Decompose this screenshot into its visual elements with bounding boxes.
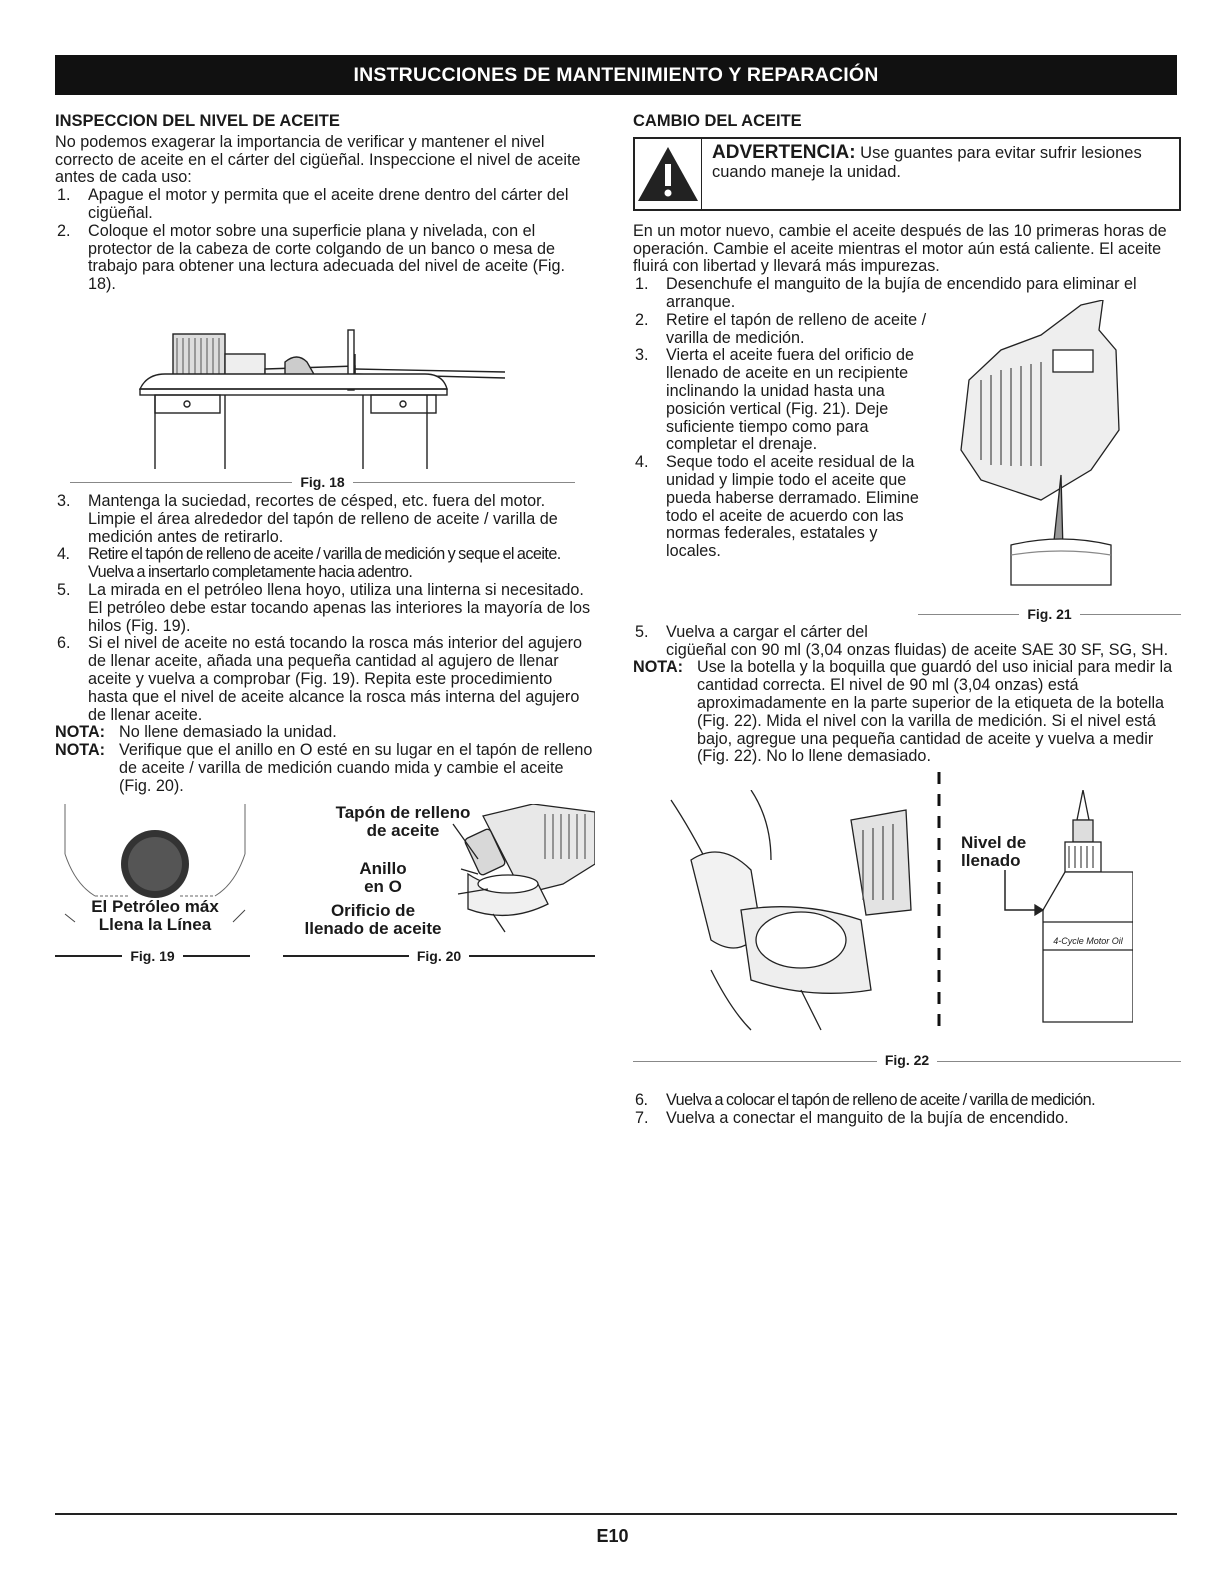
warning-box [633,137,1181,211]
oil-level-intro: No podemos exagerar la importancia de verificar y mantener el nivel correcto de aceite en el cárter del cigüeñal. Inspeccione el nivel de aceite antes de cada uso: [55,132,581,187]
rule [469,955,595,957]
divider-dashes [937,772,941,1032]
list-item: 5. Vuelva a cargar el cárter del cigüeñal con 90 ml (3,04 onzas fluidas) de aceite SAE 30 SF, SG, SH. [635,622,1169,659]
fig20-caption-row [283,948,595,966]
fig20-illustration [283,804,595,964]
list-item: 4. Retire el tapón de relleno de aceite / varilla de medición y seque el aceite. Vuelva a insertarlo completamente hacia adentro. [57,545,561,582]
fig18-caption: Fig. 18 [300,473,345,490]
oil-change-intro: En un motor nuevo, cambie el aceite después de las 10 primeras horas de operación. Cambie el aceite mientras el motor aún está caliente. El aceite fluirá con libertad y llevará más impurezas. [633,221,1167,276]
warning-triangle-icon [635,139,702,209]
list-item: 3. Mantenga la suciedad, recortes de césped, etc. fuera del motor. Limpie el área alrededor del tapón de relleno de aceite / varilla de medición antes de retirarlo. [57,491,558,546]
fig21-illustration [933,300,1181,630]
oil-level-heading: INSPECCION DEL NIVEL DE ACEITE [55,112,340,130]
rule [70,482,292,483]
rule [1080,614,1181,615]
fig20-caption: Fig. 20 [416,947,462,964]
oil-steps-b [55,493,595,724]
fig22-caption-row [633,1052,1181,1070]
change-step-5 [633,624,1181,660]
bottle-label-text: 4-Cycle Motor Oil [1053,936,1123,947]
list-item: 2. Retire el tapón de relleno de aceite / varilla de medición. [635,310,927,347]
list-item: 6. Si el nivel de aceite no está tocando la rosca más interior del agujero de llenar aceite, añada una pequeña cantidad al agujero de llenar aceite y vuelva a comprobar (Fig. 19). Repita este procedimiento hasta que el nivel de aceite alcance la rosca más interna del agujero de llenar aceite. [57,634,583,724]
oil-steps-a [55,187,595,294]
fig21-caption-row [918,606,1181,624]
left-column [55,113,595,979]
footer-rule [55,1513,1177,1515]
list-item: 1. Desenchufe el manguito de la bujía de encendido para eliminar el arranque. [635,275,1137,311]
list-item: 4. Seque todo el aceite residual de la unidad y limpie todo el aceite que pueda haberse derramado. Elimine todo el aceite de acuerdo con las normas federales, estatales y locales. [635,453,919,561]
list-item: 1. Apague el motor y permita que el aceite drene dentro del cárter del cigüeñal. [57,186,569,222]
rule [353,482,575,483]
fig21-caption: Fig. 21 [1027,605,1072,622]
rule [937,1061,1181,1062]
dipstick-measure-image [651,790,931,1040]
list-item: 7. Vuelva a conectar el manguito de la bujía de encendido. [635,1108,1069,1127]
rule [183,955,250,957]
note-2: NOTA: Verifique que el anillo en O esté en su lugar en el tapón de relleno de aceite / varilla de medición cuando mida y cambie el aceite (Fig. 20). [55,741,593,795]
fig19-label: El Petróleo máx Llena la Línea [91,896,219,934]
section-banner [55,55,1177,95]
draining-engine-image [941,300,1141,590]
fig22-caption: Fig. 22 [884,1052,930,1069]
right-column [633,113,1181,1128]
fig19-caption: Fig. 19 [130,947,175,964]
rule [55,955,122,957]
change-steps-narrow [633,312,929,561]
oil-change-heading: CAMBIO DEL ACEITE [633,112,802,130]
fig20-hole-label: Orificio de llenado de aceite [304,900,442,938]
list-item: 3. Vierta el aceite fuera del orificio de llenado de aceite en un recipiente inclinando la unidad hasta una posición vertical (Fig. 21). Deje suficiente tiempo como para completar el drenaje. [635,346,915,454]
list-item: 6. Vuelva a colocar el tapón de relleno de aceite / varilla de medición. [635,1091,1096,1110]
rule [918,614,1019,615]
fig20-oring-label: Anillo en O [359,858,407,896]
warning-text: ADVERTENCIA: Use guantes para evitar sufrir lesiones cuando maneje la unidad. [712,141,1142,181]
list-item: 2. Coloque el motor sobre una superficie plana y nivelada, con el protector de la cabeza de corte colgando de un banco o mesa de trabajo para obtener una lectura adecuada del nivel de aceite (Fig. 18). [57,221,565,294]
oil-bottle-image [993,790,1133,1030]
change-steps-c [633,1092,1181,1128]
fig18-caption-row [70,474,575,492]
fig19-20-row [55,804,595,979]
fill-level-label: Nivel de llenado [961,833,1027,871]
fig19-caption-row [55,948,250,966]
section-title: INSTRUCCIONES DE MANTENIMIENTO Y REPARACIÓN [353,63,879,86]
fig20-cap-label: Tapón de relleno de aceite [335,802,471,840]
rule [283,955,409,957]
page-number: E10 [596,1526,629,1546]
steps-with-fig21 [633,312,1181,632]
rule [633,1061,877,1062]
fig18-illustration [55,294,595,489]
list-item: 5. La mirada en el petróleo llena hoyo, utiliza una linterna si necesitado. El petróleo debe estar tocando apenas las interiores la mayoría de los hilos (Fig. 19). [57,580,591,635]
fig22-illustration [633,772,1181,1102]
fig19-illustration [55,804,255,964]
note-1: NOTA: No llene demasiado la unidad. [55,723,337,742]
note-3: NOTA: Use la botella y la boquilla que guardó del uso inicial para medir la cantidad correcta. El nivel de 90 ml (3,04 onzas) está aproximadamente en la parte superior de la etiqueta de la botella (Fig. 22). Mida el nivel con la varilla de medición. Si el nivel está bajo, agregue una pequeña cantidad de aceite y vuelva a medir (Fig. 22). No lo llene demasiado. [633,658,1173,766]
trimmer-on-bench-image [55,294,595,472]
